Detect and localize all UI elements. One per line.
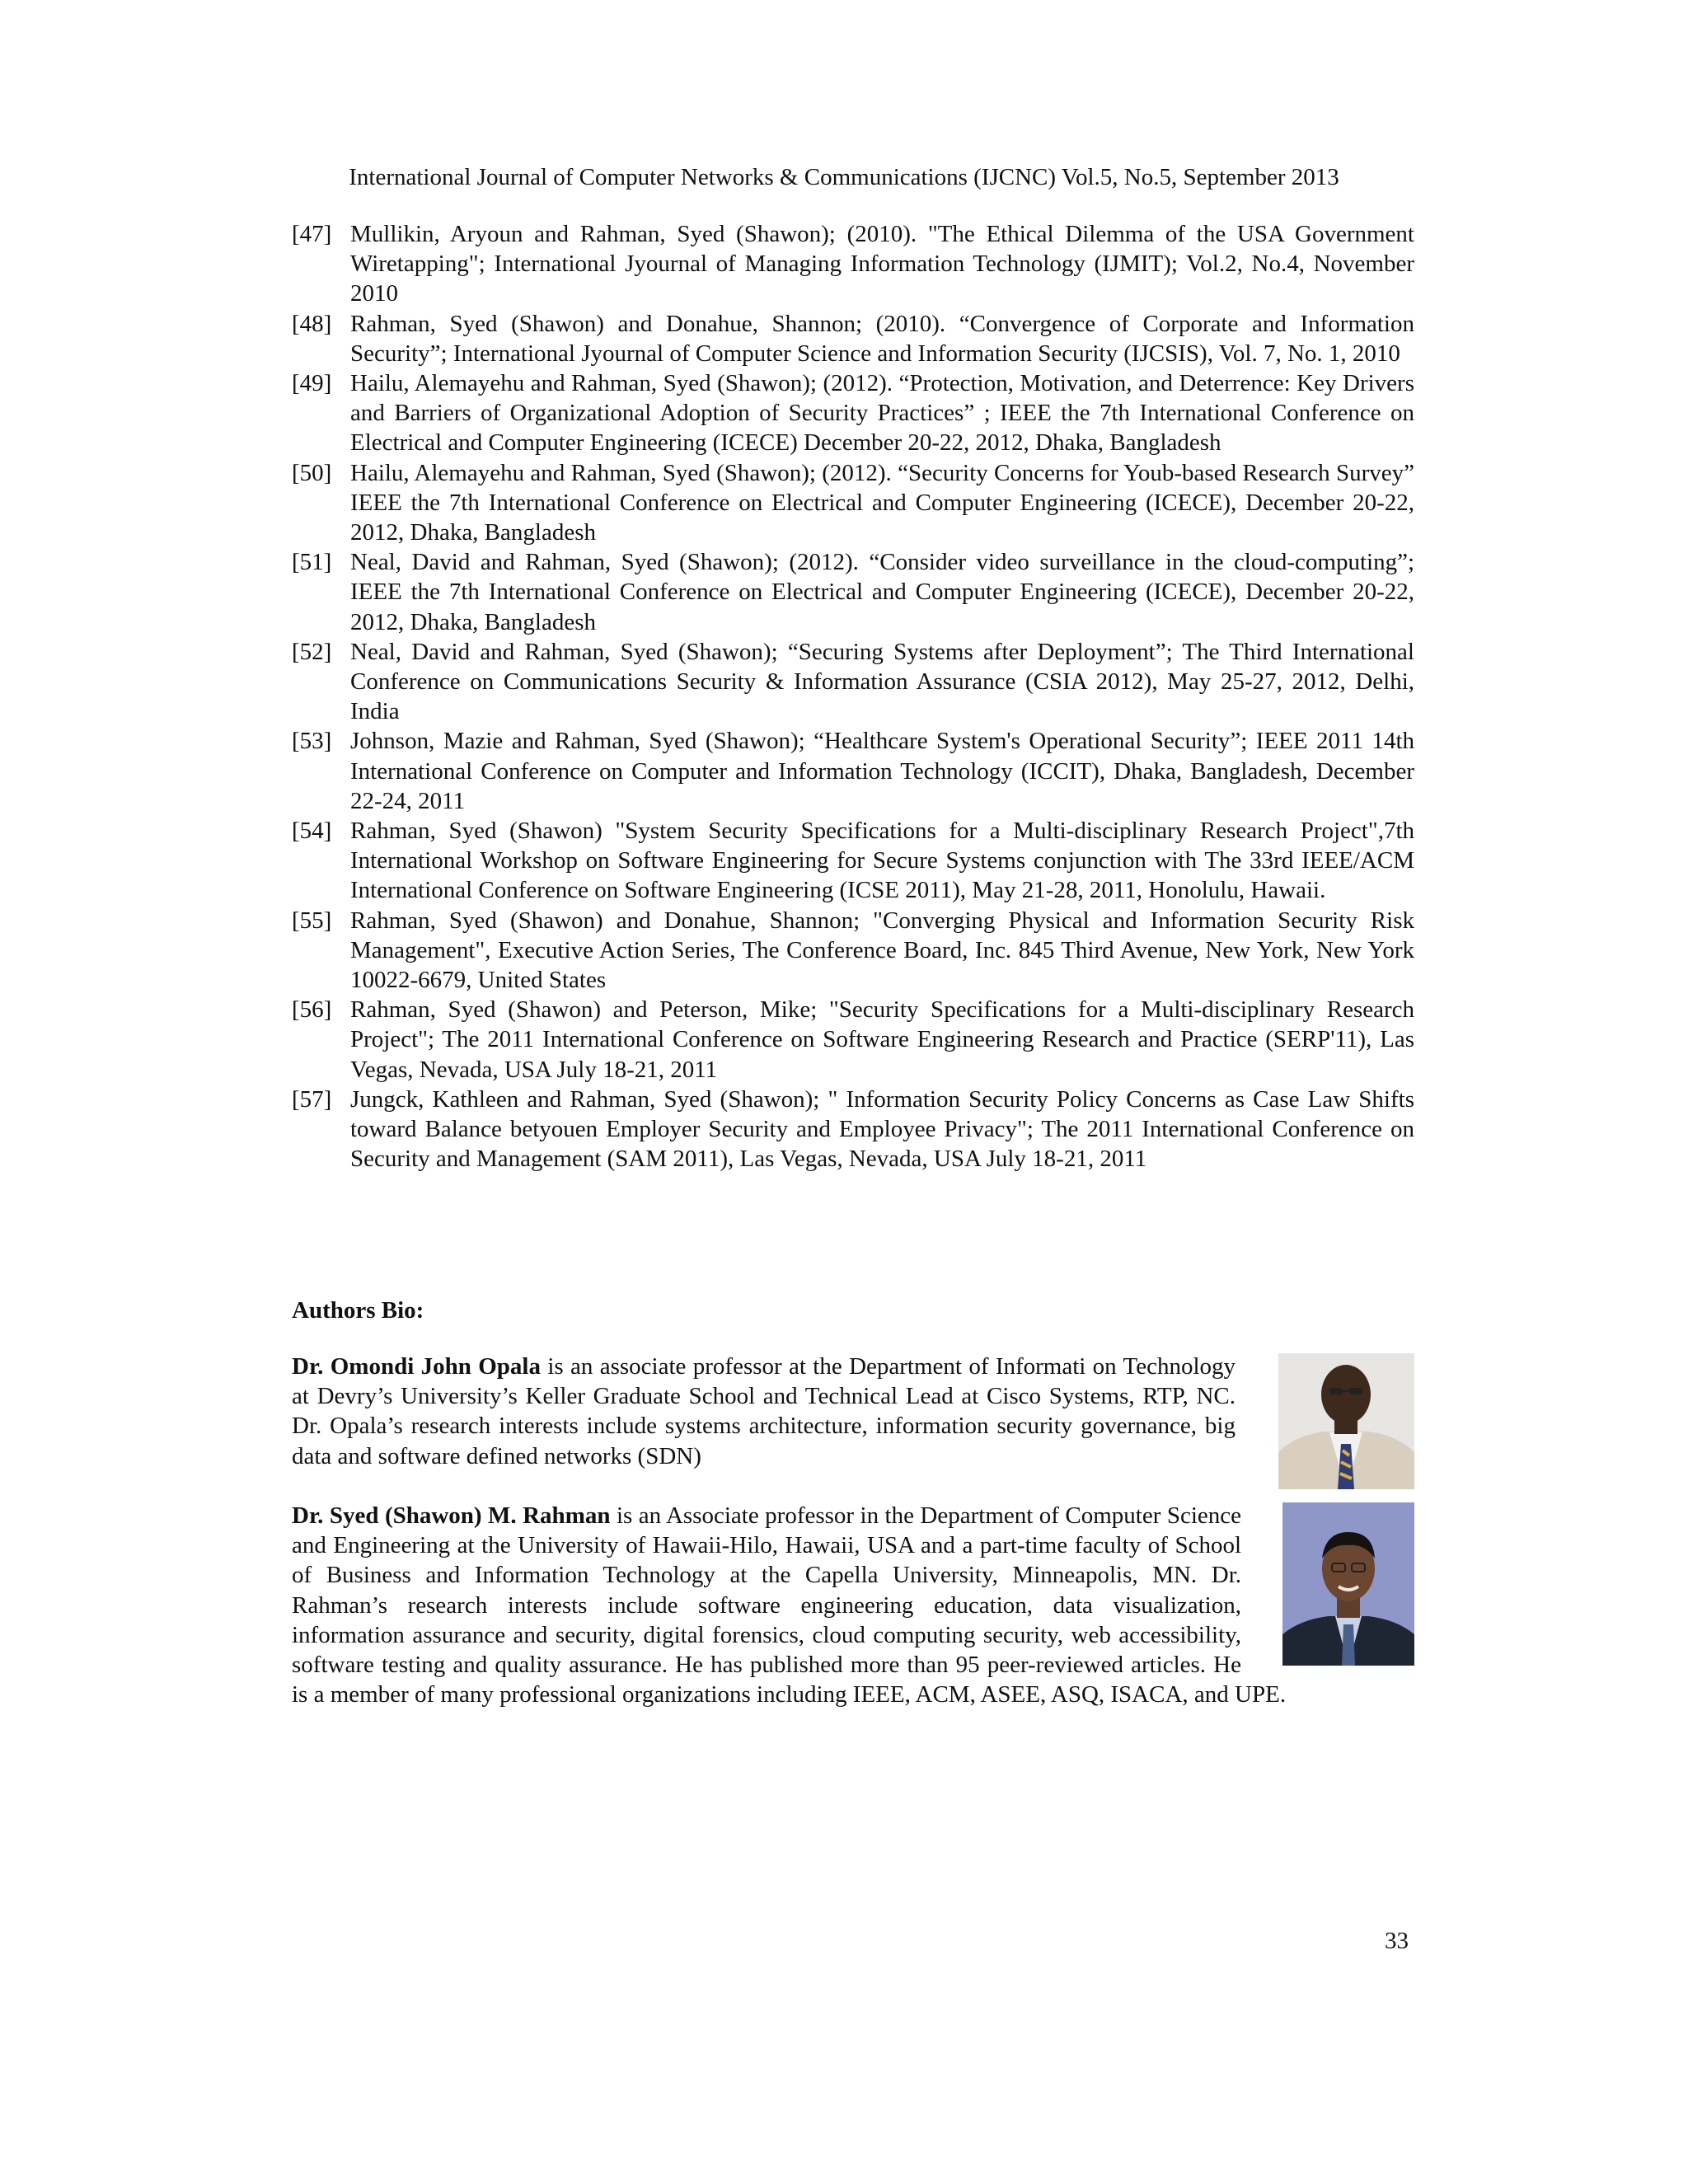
page-number: 33 [1385, 1928, 1409, 1954]
author-name: Dr. Syed (Shawon) M. Rahman [292, 1502, 611, 1529]
authors-bio-heading: Authors Bio: [292, 1297, 424, 1324]
reference-item [292, 995, 1414, 1085]
reference-text: Hailu, Alemayehu and Rahman, Syed (Shawon); (2012). “Security Concerns for Youb-based Research Survey” IEEE the 7th International Conference on Electrical and Computer Engineering (ICECE), December 20-22, 2012, Dhaka, Bangladesh [350, 459, 1414, 546]
reference-text: Neal, David and Rahman, Syed (Shawon); “Securing Systems after Deployment”; The Third International Conference on Communications Security & Information Assurance (CSIA 2012), May 25-27, 2012, Delhi, India [350, 638, 1414, 725]
reference-item [292, 906, 1414, 996]
reference-item [292, 637, 1414, 727]
reference-item [292, 726, 1414, 816]
reference-text: Rahman, Syed (Shawon) and Donahue, Shannon; (2010). “Convergence of Corporate and Information Security”; International Jyournal of Computer Science and Information Security (IJCSIS), Vol. 7, No. 1, 2010 [350, 310, 1414, 367]
reference-text: Rahman, Syed (Shawon) and Donahue, Shannon; "Converging Physical and Information Security Risk Management", Executive Action Series, The Conference Board, Inc. 845 Third Avenue, New York, New York 10022-6679, United States [350, 907, 1414, 994]
author-bio-text: is an associate professor at the Department of Informati on Technology at Devry’s University’s Keller Graduate School and Technical Lead at Cisco Systems, RTP, NC. Dr. Opala’s research interests include systems architecture, information security governance, big data and software defined networks (SDN) [292, 1353, 1236, 1469]
reference-item [292, 816, 1414, 906]
author-bio-rahman [292, 1501, 1414, 1709]
author-name: Dr. Omondi John Opala [292, 1353, 541, 1380]
reference-number: [57] [292, 1085, 332, 1113]
author-photo-opala [1278, 1353, 1414, 1489]
reference-number: [55] [292, 907, 332, 934]
reference-item [292, 547, 1414, 637]
reference-number: [54] [292, 818, 332, 845]
reference-text: Mullikin, Aryoun and Rahman, Syed (Shawon); (2010). "The Ethical Dilemma of the USA Government Wiretapping"; International Jyournal of Managing Information Technology (IJMIT); Vol.2, No.4, November 2010 [350, 221, 1414, 307]
reference-text: Johnson, Mazie and Rahman, Syed (Shawon); “Healthcare System's Operational Security”; IEEE 2011 14th International Conference on Computer and Information Technology (ICCIT), Dhaka, Bangladesh, December 22-24, 2011 [350, 728, 1414, 814]
reference-text: Jungck, Kathleen and Rahman, Syed (Shawon); " Information Security Policy Concerns as Case Law Shifts toward Balance betyouen Employer Security and Employee Privacy"; The 2011 International Conference on Security and Management (SAM 2011), Las Vegas, Nevada, USA July 18-21, 2011 [350, 1085, 1414, 1173]
reference-text: Neal, David and Rahman, Syed (Shawon); (2012). “Consider video surveillance in the cloud-computing”; IEEE the 7th International Conference on Electrical and Computer Engineering (ICECE), December 20-22, 2012, Dhaka, Bangladesh [350, 549, 1414, 635]
reference-item [292, 219, 1414, 309]
reference-list [292, 219, 1414, 1174]
reference-number: [51] [292, 549, 332, 576]
running-header: International Journal of Computer Networks & Communications (IJCNC) Vol.5, No.5, September 2013 [349, 164, 1339, 190]
reference-number: [47] [292, 221, 332, 247]
reference-text: Hailu, Alemayehu and Rahman, Syed (Shawon); (2012). “Protection, Motivation, and Deterrence: Key Drivers and Barriers of Organizational Adoption of Security Practices” ; IEEE the 7th International Conference on Electrical and Computer Engineering (ICECE) December 20-22, 2012, Dhaka, Bangladesh [350, 370, 1414, 457]
reference-number: [49] [292, 370, 332, 397]
reference-text: Rahman, Syed (Shawon) "System Security Specifications for a Multi-disciplinary Research Project",7th International Workshop on Software Engineering for Secure Systems conjunction with The 33rd IEEE/ACM International Conference on Software Engineering (ICSE 2011), May 21-28, 2011, Honolulu, Hawaii. [350, 818, 1414, 904]
reference-item [292, 368, 1414, 458]
reference-number: [53] [292, 728, 332, 755]
reference-item [292, 309, 1414, 368]
reference-number: [52] [292, 638, 332, 665]
author-photo-rahman [1259, 1502, 1414, 1666]
reference-item [292, 458, 1414, 548]
reference-number: [50] [292, 459, 332, 486]
reference-text: Rahman, Syed (Shawon) and Peterson, Mike; "Security Specifications for a Multi-disciplinary Research Project"; The 2011 International Conference on Software Engineering Research and Practice (SERP'11), Las Vegas, Nevada, USA July 18-21, 2011 [350, 996, 1414, 1083]
reference-number: [48] [292, 310, 332, 337]
reference-number: [56] [292, 996, 332, 1024]
author-bio-text: is an Associate professor in the Department of Computer Science and Engineering at the University of Hawaii-Hilo, Hawaii, USA and a part-time faculty of School of Business and Information Technology at the Capella University, Minneapolis, MN. Dr. Rahman’s research interests include software engineering education, data visualization, information assurance and security, digital forensics, cloud computing security, web accessibility, software testing and quality assurance. He has published more than 95 peer-reviewed articles. He is a member of many professional organizations including IEEE, ACM, ASEE, ASQ, ISACA, and UPE. [292, 1502, 1287, 1708]
reference-item [292, 1085, 1414, 1174]
author-bio-opala [292, 1352, 1236, 1471]
